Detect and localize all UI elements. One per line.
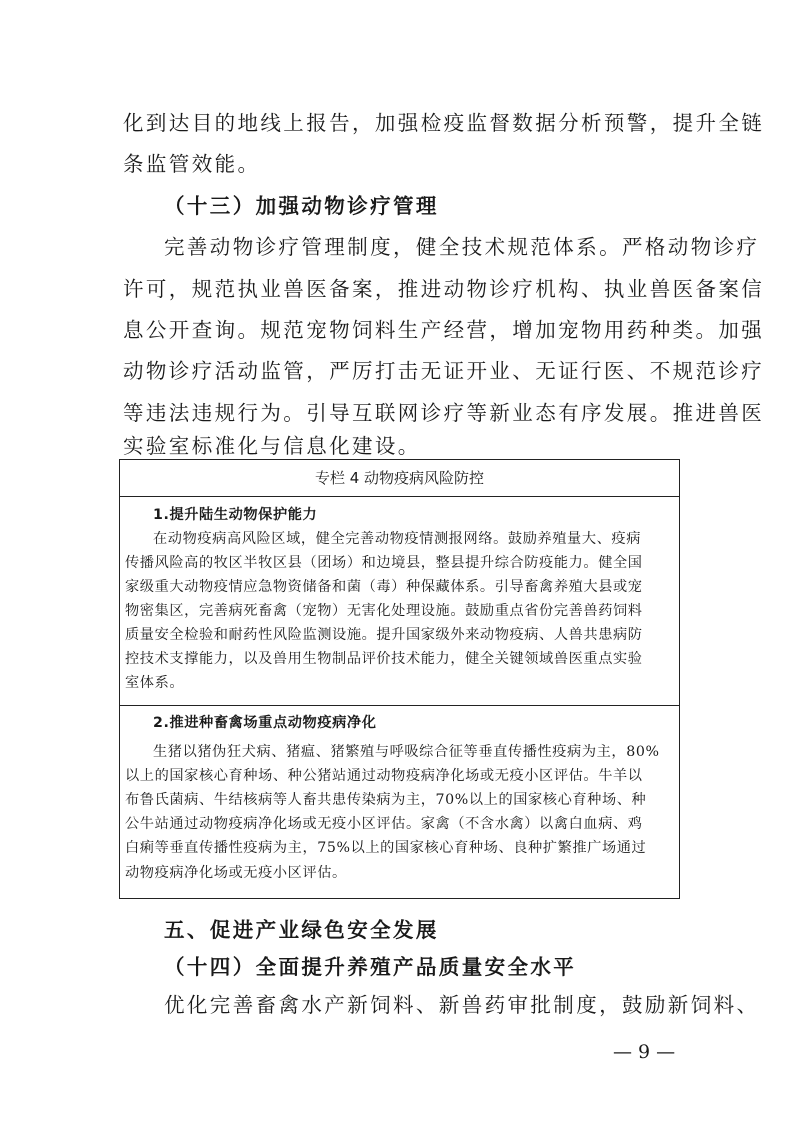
body-line: 许可，规范执业兽医备案，推进动物诊疗机构、执业兽医备案信 — [123, 277, 765, 301]
box-line: 控技术支撑能力，以及兽用生物制品评价技术能力，健全关键领域兽医重点实验 — [125, 651, 643, 667]
body-line: 优化完善畜禽水产新饲料、新兽药审批制度，鼓励新饲料、 — [164, 993, 760, 1017]
box-line: 公牛站通过动物疫病净化场或无疫小区评估。家禽（不含水禽）以禽白血病、鸡 — [125, 816, 643, 832]
special-column-box — [119, 459, 680, 899]
body-line: 息公开查询。规范宠物饲料生产经营，增加宠物用药种类。加强 — [123, 318, 765, 342]
chapter-heading: 五、促进产业绿色安全发展 — [164, 918, 439, 942]
box-line: 质量安全检验和耐药性风险监测设施。提升国家级外来动物疫病、人兽共患病防 — [125, 627, 643, 643]
box-title: 专栏 4 动物疫病风险防控 — [120, 460, 679, 497]
body-line: 实验室标准化与信息化建设。 — [123, 434, 421, 458]
body-line: 动物诊疗活动监管，严厉打击无证开业、无证行医、不规范诊疗 — [123, 359, 765, 383]
body-line: 等违法违规行为。引导互联网诊疗等新业态有序发展。推进兽医 — [123, 401, 765, 425]
box-line: 室体系。 — [125, 675, 185, 691]
box-subheading: 1.提升陆生动物保护能力 — [153, 507, 318, 523]
body-line: 完善动物诊疗管理制度，健全技术规范体系。严格动物诊疗 — [164, 235, 760, 259]
body-line: 条监管效能。 — [123, 152, 261, 176]
box-line: 布鲁氏菌病、牛结核病等人畜共患传染病为主，70%以上的国家核心育种场、种 — [125, 792, 647, 808]
box-line: 生猪以猪伪狂犬病、猪瘟、猪繁殖与呼吸综合征等垂直传播性疫病为主，80% — [153, 744, 660, 760]
section-heading: （十三）加强动物诊疗管理 — [164, 194, 439, 218]
box-line: 白痢等垂直传播性疫病为主，75%以上的国家核心育种场、良种扩繁推广场通过 — [125, 840, 647, 856]
page-number: — 9 — — [613, 1041, 676, 1063]
box-line: 以上的国家核心育种场、种公猪站通过动物疫病净化场或无疫小区评估。牛羊以 — [125, 768, 643, 784]
body-line: 化到达目的地线上报告，加强检疫监督数据分析预警，提升全链 — [123, 111, 765, 135]
box-line: 家级重大动物疫情应急物资储备和菌（毒）种保藏体系。引导畜禽养殖大县或宠 — [125, 579, 643, 595]
box-line: 传播风险高的牧区半牧区县（团场）和边境县，整县提升综合防疫能力。健全国 — [125, 555, 643, 571]
box-line: 动物疫病净化场或无疫小区评估。 — [125, 865, 347, 881]
box-divider — [120, 705, 679, 706]
box-line: 在动物疫病高风险区域，健全完善动物疫情测报网络。鼓励养殖量大、疫病 — [153, 531, 641, 547]
box-subheading: 2.推进种畜禽场重点动物疫病净化 — [153, 715, 377, 731]
box-line: 物密集区，完善病死畜禽（宠物）无害化处理设施。鼓励重点省份完善兽药饲料 — [125, 603, 643, 619]
section-heading: （十四）全面提升养殖产品质量安全水平 — [164, 955, 577, 979]
